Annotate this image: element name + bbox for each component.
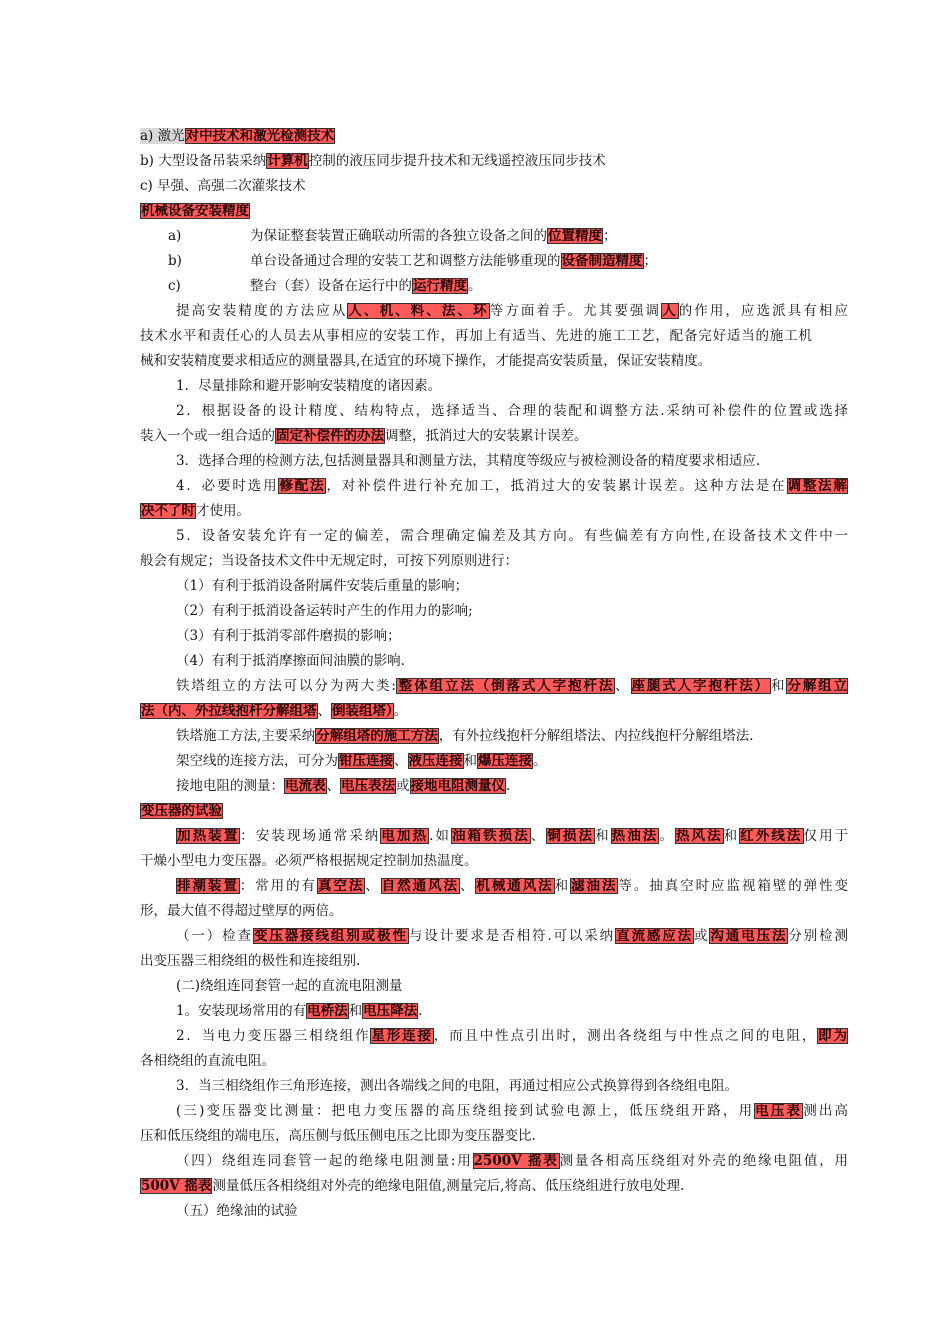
text-segment: 和 [554, 878, 571, 894]
text-segment: 。 [533, 753, 547, 769]
text-segment: 测出高 [803, 1103, 848, 1119]
text-line-l10 [140, 349, 812, 373]
text-line-l18 [140, 549, 812, 573]
highlighted-term: 沟通电压法 [710, 928, 788, 944]
text-segment: ，对补偿件进行补充加工，抵消过大的安装累计误差。这种方法是在 [326, 478, 787, 494]
list-label: a) [168, 228, 182, 244]
text-segment: 技术水平和责任心的人员去从事相应的安装工作，再加上有适当、先进的施工工艺，配备完好适当的施工机 [140, 328, 812, 344]
text-line-l01 [140, 124, 812, 148]
text-segment: 和 [348, 1003, 363, 1019]
text-line-l17 [140, 524, 848, 548]
highlighted-term: 热风法 [675, 828, 723, 844]
highlighted-term: 机械通风法 [476, 878, 554, 894]
text-segment: 1。安装现场常用的有 [176, 1003, 307, 1019]
text-line-l39 [140, 1074, 848, 1098]
highlighted-term: 位置精度 [548, 228, 602, 244]
text-segment: 5．设备安装允许有一定的偏差，需合理确定偏差及其方向。有些偏差有方向性,在设备技术文件中一 [176, 528, 848, 544]
text-segment: 等。抽真空时应监视箱壁的弹性变 [618, 878, 848, 894]
text-segment: 和 [463, 753, 477, 769]
highlighted-term: 修配法 [279, 478, 326, 494]
text-segment: 、 [365, 878, 381, 894]
text-line-l33 [140, 924, 848, 948]
highlighted-term: 加热装置 [177, 828, 240, 844]
text-segment: . [418, 1003, 423, 1019]
text-segment: 分别检测 [788, 928, 848, 944]
text-segment: 整台（套）设备在运行中的 [250, 278, 412, 294]
highlighted-term: 500V 摇表 [141, 1178, 212, 1194]
text-segment: 或 [396, 778, 410, 794]
highlighted-term: 人 [662, 303, 678, 319]
highlighted-term: 设备制造精度 [561, 253, 643, 269]
text-segment: 或 [694, 928, 710, 944]
text-segment: 1．尽量排除和避开影响安装精度的诸因素。 [176, 378, 442, 394]
text-segment: 4．必要时选用 [176, 478, 279, 494]
text-segment: ：常用的有 [239, 878, 317, 894]
text-line-l24 [140, 699, 812, 723]
text-segment: 械和安装精度要求相适应的测量器具,在适宜的环境下操作，才能提高安装质量，保证安装精度。 [140, 353, 712, 369]
text-segment: （3）有利于抵消零部件磨损的影响； [176, 628, 401, 644]
text-segment: 架空线的连接方法，可分为 [176, 753, 338, 769]
text-line-l44 [140, 1199, 848, 1223]
highlighted-term: 直流感应法 [616, 928, 694, 944]
text-segment: 3．当三相绕组作三角形连接，测出各端线之间的电阻，再通过相应公式换算得到各绕组电阻。 [176, 1078, 739, 1094]
text-segment: （4）有利于抵消摩擦面间油膜的影响. [176, 653, 405, 669]
text-segment: (二)绕组连同套管一起的直流电阻测量 [176, 978, 403, 994]
text-segment: 和 [723, 828, 740, 844]
highlighted-term: 分解组塔的施工方法 [316, 728, 438, 744]
highlighted-term: 自然通风法 [381, 878, 459, 894]
text-segment: 干燥小型电力变压器。必须严格根据规定控制加热温度。 [140, 853, 478, 869]
highlighted-term: 电压降法 [363, 1003, 418, 1019]
text-segment: （1）有利于抵消设备附属件安装后重量的影响； [176, 578, 469, 594]
text-segment: 控制的液压同步提升技术和无线遥控液压同步技术 [308, 153, 606, 169]
text-segment: c) 早强、高强二次灌浆技术 [140, 178, 306, 194]
text-segment: 。 [659, 828, 675, 844]
text-segment: 仅用于 [803, 828, 848, 844]
text-segment: 、 [459, 878, 476, 894]
text-line-l19 [140, 574, 848, 598]
text-line-l06 [140, 249, 812, 273]
text-segment: 铁塔施工方法,主要采纳 [176, 728, 316, 744]
text-segment: (三)变压器变比测量：把电力变压器的高压绕组接到试验电源上，低压绕组开路，用 [176, 1103, 755, 1119]
text-line-l27 [140, 774, 848, 798]
text-segment: ：安装现场通常采纳 [240, 828, 381, 844]
text-segment: 。 [393, 703, 408, 719]
highlighted-term: 油箱铁损法 [451, 828, 530, 844]
highlighted-term: 整体组立法（倒落式人字抱杆法 [396, 678, 615, 694]
highlighted-term: 调整法解 [787, 478, 848, 494]
text-segment: 调整，抵消过大的安装累计误差。 [385, 428, 588, 444]
text-segment: 、 [317, 703, 331, 719]
shaded-text: a) 激光 [140, 128, 185, 144]
highlighted-term: 钳压连接 [339, 753, 393, 769]
text-line-l32 [140, 899, 812, 923]
text-segment: 装入一个或一组合适的 [140, 428, 275, 444]
text-segment: 单台设备通过合理的安装工艺和调整方法能够重现的 [250, 253, 561, 269]
highlighted-term: 计算机 [267, 153, 308, 169]
text-segment: 提高安装精度的方法应从 [176, 303, 348, 319]
text-line-l38 [140, 1049, 812, 1073]
text-segment: （四）绕组连同套管一起的绝缘电阻测量:用 [176, 1153, 473, 1169]
highlighted-term: 红外线法 [740, 828, 803, 844]
text-segment: 的作用，应选派具有相应 [678, 303, 848, 319]
text-segment: （五）绝缘油的试验 [176, 1203, 298, 1219]
text-line-l05 [140, 224, 812, 248]
text-line-l30 [140, 849, 812, 873]
text-segment: 。 [468, 278, 482, 294]
highlighted-term: 人、机、料、法、环 [348, 303, 489, 319]
text-line-l12 [140, 399, 848, 423]
text-line-l11 [140, 374, 848, 398]
text-line-l04 [140, 199, 812, 223]
highlighted-term: 变压器的试验 [141, 803, 222, 819]
highlighted-term: 滤油法 [571, 878, 618, 894]
text-segment: 、 [530, 828, 547, 844]
text-line-l13 [140, 424, 812, 448]
text-segment: 各相绕组的直流电阻。 [140, 1053, 275, 1069]
highlighted-term: 真空法 [317, 878, 365, 894]
text-line-l29 [140, 824, 848, 848]
highlighted-term: 星形连接 [371, 1028, 433, 1044]
text-line-l34 [140, 949, 812, 973]
text-line-l07 [140, 274, 812, 298]
text-line-l21 [140, 624, 848, 648]
highlighted-term: 运行精度 [413, 278, 467, 294]
text-line-l37 [140, 1024, 848, 1048]
text-segment: 接地电阻的测量： [176, 778, 284, 794]
text-segment: 和 [595, 828, 611, 844]
text-line-l09 [140, 324, 812, 348]
list-label: c) [168, 278, 181, 294]
text-segment: . [506, 778, 511, 794]
highlighted-term: 倒装组塔） [332, 703, 393, 719]
text-line-l35 [140, 974, 848, 998]
text-segment: 才使用。 [196, 503, 250, 519]
text-line-l36 [140, 999, 848, 1023]
highlighted-term: 电压表法 [341, 778, 395, 794]
highlighted-term: 决不了时 [141, 503, 195, 519]
text-segment: ，有外拉线抱杆分解组塔法、内拉线抱杆分解组塔法. [438, 728, 754, 744]
highlighted-term: 对中技术和激光检测技术 [185, 128, 335, 144]
highlighted-term: 固定补偿件的办法 [276, 428, 384, 444]
highlighted-term: 变压器接线组别或极性 [253, 928, 408, 944]
text-segment: （一）检查 [176, 928, 253, 944]
text-segment: 为保证整套装置正确联动所需的各独立设备之间的 [250, 228, 547, 244]
text-segment: 测量低压各相绕组对外壳的绝缘电阻值,测量完后,将高、低压绕组进行放电处理. [212, 1178, 685, 1194]
text-line-l15 [140, 474, 848, 498]
text-line-l14 [140, 449, 848, 473]
text-segment: 出变压器三相绕组的极性和连接组别. [140, 953, 361, 969]
text-line-l23 [140, 674, 848, 698]
text-line-l22 [140, 649, 848, 673]
text-segment: 和 [770, 678, 787, 694]
text-segment: 与设计要求是否相符.可以采纳 [408, 928, 616, 944]
text-segment: 、 [615, 678, 631, 694]
highlighted-term: 排潮装置 [177, 878, 239, 894]
text-segment: ； [643, 253, 657, 269]
text-segment: 测量各相高压绕组对外壳的绝缘电阻值，用 [559, 1153, 848, 1169]
text-line-l20 [140, 599, 848, 623]
text-segment: .如 [429, 828, 451, 844]
text-line-l42 [140, 1149, 848, 1173]
text-segment: 铁塔组立的方法可以分为两大类: [176, 678, 396, 694]
highlighted-term: 即为 [818, 1028, 848, 1044]
text-line-l43 [140, 1174, 812, 1198]
text-line-l16 [140, 499, 812, 523]
text-segment: 、 [326, 778, 340, 794]
highlighted-term: 爆压连接 [478, 753, 532, 769]
highlighted-term: 法（内、外拉线抱杆分解组塔 [141, 703, 317, 719]
highlighted-term: 电加热 [381, 828, 429, 844]
text-line-l40 [140, 1099, 848, 1123]
text-segment: 形，最大值不得超过壁厚的两倍。 [140, 903, 343, 919]
text-segment: ，而且中性点引出时，测出各绕组与中性点之间的电阻， [433, 1028, 818, 1044]
text-segment: 等方面着手。尤其要强调 [489, 303, 662, 319]
list-label: b) [168, 253, 182, 269]
text-segment: 2．根据设备的设计精度、结构特点，选择适当、合理的装配和调整方法.采纳可补偿件的位置或选择 [176, 403, 848, 419]
highlighted-term: 电压表 [755, 1103, 803, 1119]
highlighted-term: 接地电阻测量仪 [410, 778, 505, 794]
highlighted-term: 电桥法 [307, 1003, 348, 1019]
highlighted-term: 分解组立 [787, 678, 848, 694]
text-segment: ； [603, 228, 617, 244]
text-line-l41 [140, 1124, 812, 1148]
text-line-l26 [140, 749, 848, 773]
highlighted-term: 铜损法 [547, 828, 595, 844]
highlighted-term: 座腿式人字抱杆法） [631, 678, 770, 694]
text-segment: 压和低压绕组的端电压，高压侧与低压侧电压之比即为变压器变比. [140, 1128, 536, 1144]
text-line-l25 [140, 724, 848, 748]
text-line-l02 [140, 149, 812, 173]
highlighted-term: 热油法 [611, 828, 659, 844]
text-segment: b) 大型设备吊装采纳 [140, 153, 267, 169]
highlighted-term: 电流表 [285, 778, 326, 794]
highlighted-term: 机械设备安装精度 [141, 203, 249, 219]
text-segment: 3．选择合理的检测方法,包括测量器具和测量方法，其精度等级应与被检测设备的精度要求相适应. [176, 453, 761, 469]
text-segment: 般会有规定；当设备技术文件中无规定时，可按下列原则进行： [140, 553, 518, 569]
text-segment: （2）有利于抵消设备运转时产生的作用力的影响; [176, 603, 473, 619]
text-segment: 、 [394, 753, 408, 769]
text-line-l31 [140, 874, 848, 898]
text-line-l08 [140, 299, 848, 323]
text-line-l03 [140, 174, 812, 198]
text-line-l28 [140, 799, 812, 823]
text-segment: 2．当电力变压器三相绕组作 [176, 1028, 371, 1044]
highlighted-term: 2500V 摇表 [473, 1153, 559, 1169]
highlighted-term: 液压连接 [408, 753, 463, 769]
